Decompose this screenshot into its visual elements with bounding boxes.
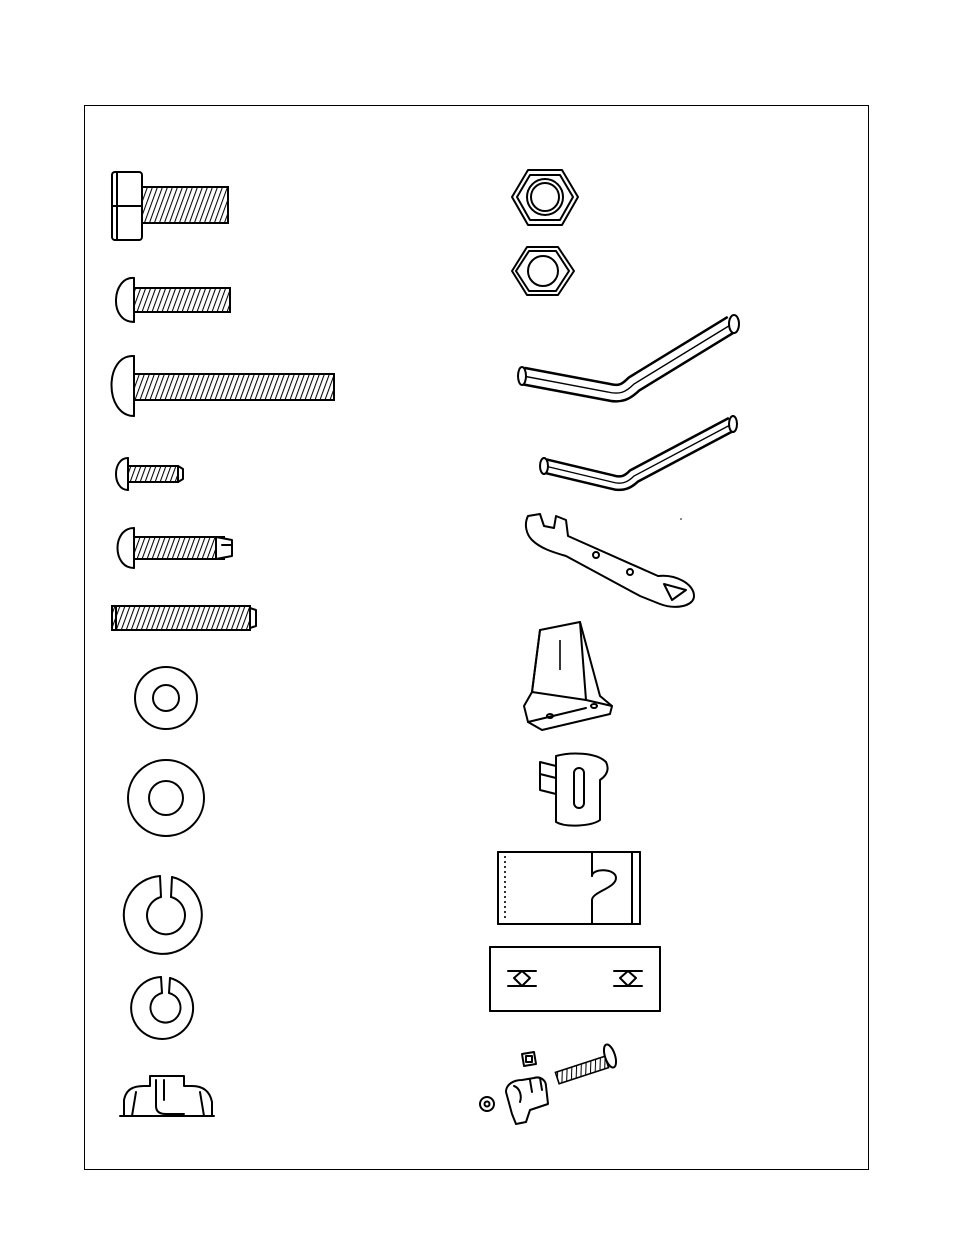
pan-head-screw-long-icon: [112, 356, 335, 416]
flat-washer-large-icon: [128, 760, 204, 836]
mounting-bracket-icon: [524, 622, 612, 730]
cap-nut-icon: [120, 1076, 214, 1116]
spring-clip-icon: [540, 754, 608, 826]
hex-nut-small-icon: [512, 247, 574, 295]
lock-washer-small-icon: [131, 977, 193, 1039]
open-end-wrench-icon: [526, 514, 694, 607]
rail-clamp-plate-icon: [498, 852, 640, 924]
scan-speck: [680, 518, 682, 520]
hex-nut-large-icon: [512, 170, 578, 225]
flat-washer-small-icon: [135, 667, 197, 729]
hex-head-bolt-icon: [112, 172, 228, 240]
pan-head-screw-medium-icon: [116, 278, 230, 322]
slotted-screw-icon: [118, 528, 233, 568]
hex-key-large-icon: [518, 315, 739, 393]
lock-washer-large-icon: [124, 876, 202, 954]
set-screw-icon: [112, 606, 256, 630]
clevis-pin-assembly-icon: [480, 1043, 618, 1124]
hex-key-small-icon: [540, 416, 737, 483]
pan-head-screw-short-icon: [116, 458, 183, 490]
slotted-plate-icon: [490, 947, 660, 1011]
